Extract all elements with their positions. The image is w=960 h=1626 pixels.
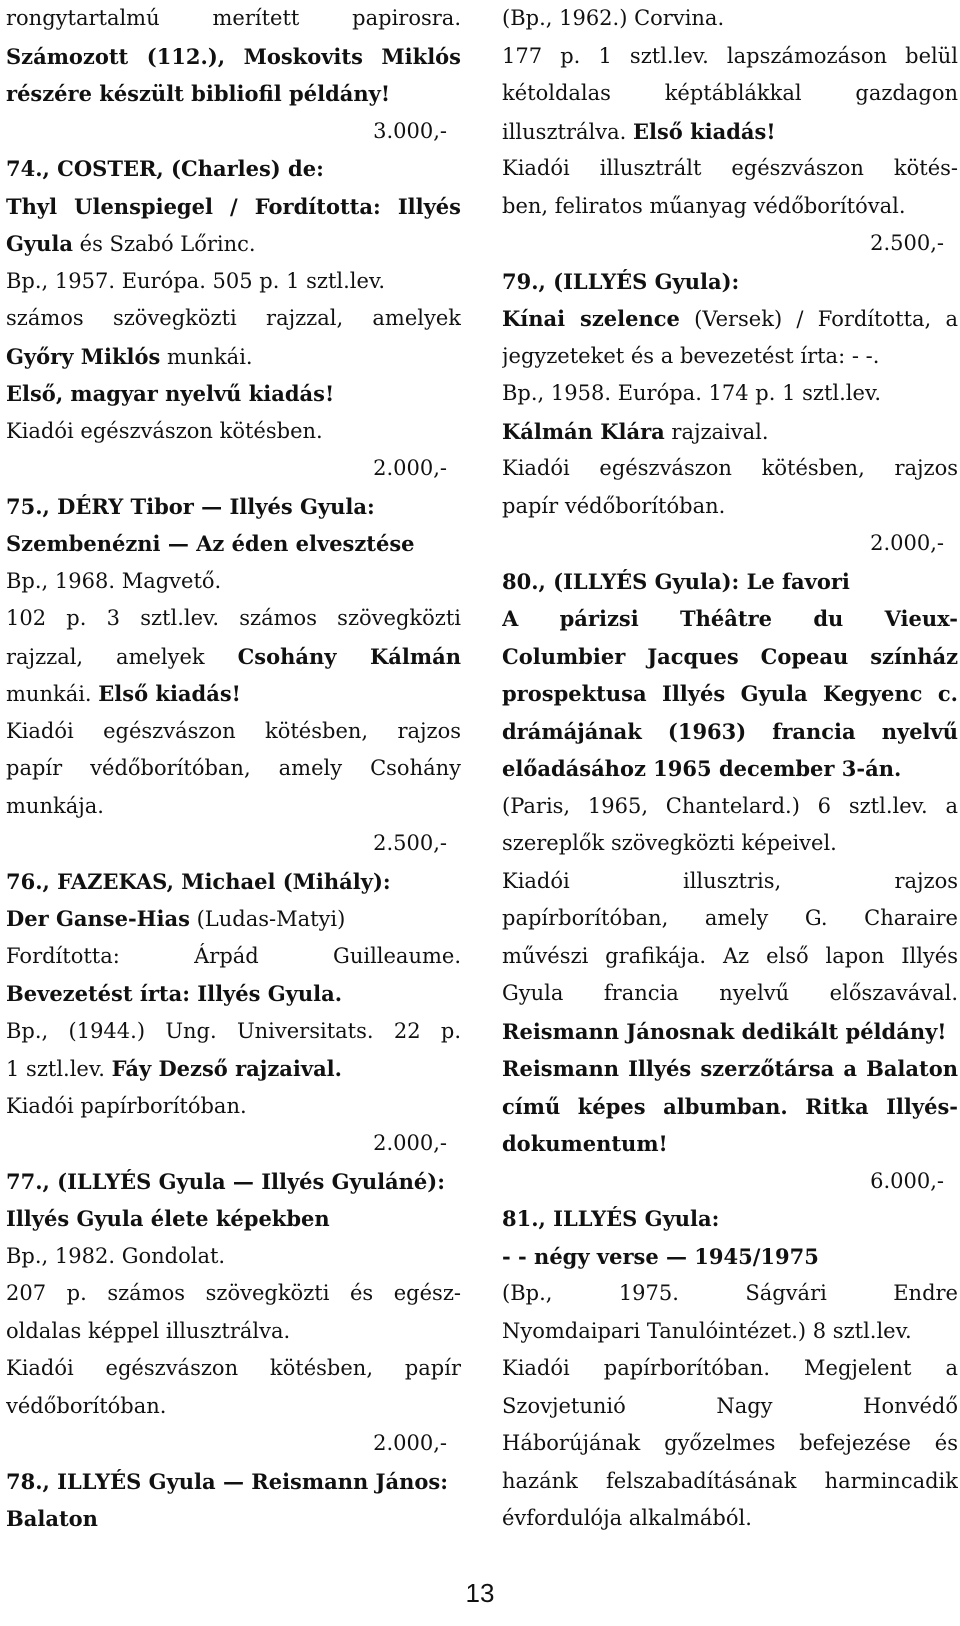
text-line — [6, 488, 461, 526]
price-line — [6, 1125, 461, 1163]
text-run: 3.000,- — [373, 118, 447, 143]
text-run: Szembenézni — Az éden elvesztése — [6, 531, 415, 556]
text-run: Kiadói egészvászon kötésben, rajzos — [502, 456, 958, 480]
text-line — [502, 0, 958, 38]
text-run: munkái. — [160, 344, 253, 369]
text-run: 78. — [6, 1468, 43, 1494]
text-line — [502, 563, 958, 601]
text-run: részére készült bibliofil példány! — [6, 81, 391, 106]
text-line — [6, 1238, 461, 1276]
text-line — [502, 300, 958, 338]
text-line — [6, 788, 461, 826]
text-run: évfordulója alkalmából. — [502, 1506, 752, 1530]
text-run: Kiadói egészvászon kötésben. — [6, 418, 323, 443]
text-line — [6, 1350, 461, 1388]
text-line — [502, 263, 958, 301]
right-column — [502, 0, 958, 1538]
text-run: Kiadói papírborítóban. Megjelent a — [502, 1356, 958, 1380]
price-line — [6, 450, 461, 488]
text-run: kétoldalas képtáblákkal gazdagon — [502, 81, 958, 105]
text-run: Reismann Illyés szerzőtársa a Balaton — [502, 1056, 958, 1081]
text-run: 2.500,- — [870, 231, 944, 255]
text-line — [502, 1125, 958, 1163]
text-run: Háborújának győzelmes befejezése és — [502, 1431, 958, 1455]
text-line — [6, 1050, 461, 1088]
text-run: előadásához 1965 december 3-án. — [502, 756, 902, 781]
text-run: (Versek) / Fordította, a — [679, 307, 958, 331]
text-run: 102 p. 3 sztl.lev. számos szövegközti — [6, 606, 461, 630]
text-run: 76. — [6, 868, 43, 894]
text-run: rajzzal, amelyek — [6, 644, 238, 669]
price-line — [502, 1163, 958, 1201]
text-run: Kálmán Klára — [502, 418, 665, 444]
text-line — [502, 1200, 958, 1238]
text-run: Gyula francia nyelvű előszavával. — [502, 981, 958, 1005]
text-run: számos szövegközti rajzzal, amelyek — [6, 306, 461, 330]
text-run: Kiadói illusztrált egészvászon kötés- — [502, 156, 958, 180]
price-line — [6, 113, 461, 151]
text-run: Győry Miklós — [6, 343, 161, 369]
text-line — [502, 1388, 958, 1426]
text-line — [502, 413, 958, 451]
text-run: drámájának (1963) francia nyelvű — [502, 718, 958, 744]
text-run: Bp., 1958. Európa. 174 p. 1 sztl.lev. — [502, 381, 881, 405]
text-line — [6, 1200, 461, 1238]
price-line — [6, 1425, 461, 1463]
text-line — [6, 563, 461, 601]
text-line — [6, 188, 461, 226]
text-run: Első, magyar nyelvű kiadás! — [6, 381, 335, 406]
text-run: 177 p. 1 sztl.lev. lapszámozáson belül — [502, 43, 958, 68]
text-run: című képes albumban. Ritka Illyés- — [502, 1093, 958, 1119]
text-run: művészi grafikája. Az első lapon Illyés — [502, 943, 958, 968]
text-run: Bp., 1982. Gondolat. — [6, 1243, 226, 1268]
text-line — [6, 600, 461, 638]
text-run: Kiadói illusztris, rajzos — [502, 868, 958, 893]
text-run: illusztrálva. — [502, 119, 633, 144]
text-line — [502, 75, 958, 113]
page-number: 13 — [465, 1578, 495, 1608]
text-run: Bp., 1957. Európa. 505 p. 1 sztl.lev. — [6, 268, 385, 293]
text-run: Bp., (1944.) Ung. Universitats. 22 p. — [6, 1018, 461, 1043]
text-run: , ILLYÉS Gyula: — [538, 1206, 720, 1231]
text-line — [502, 600, 958, 638]
text-run: jegyzeteket és a bevezetést írta: - -. — [502, 343, 880, 368]
text-run: Kínai szelence — [502, 306, 680, 331]
text-line — [502, 338, 958, 376]
text-line — [502, 375, 958, 413]
text-line — [502, 1013, 958, 1051]
text-run: 2.000,- — [373, 456, 447, 480]
text-line — [502, 825, 958, 863]
text-line — [502, 713, 958, 751]
text-run: Kiadói egészvászon kötésben, papír — [6, 1356, 461, 1380]
text-line — [502, 1275, 958, 1313]
text-run: Fáy Dezső rajzaival. — [111, 1056, 342, 1081]
text-run: Bp., 1968. Magvető. — [6, 568, 222, 593]
left-column — [6, 0, 461, 1538]
text-run: 2.000,- — [373, 1131, 447, 1155]
text-line — [502, 975, 958, 1013]
text-line — [502, 188, 958, 226]
text-run: 80. — [502, 568, 539, 594]
text-line — [502, 38, 958, 76]
text-run: Nyomdaipari Tanulóintézet.) 8 sztl.lev. — [502, 1318, 912, 1343]
text-line — [502, 1088, 958, 1126]
text-line — [502, 750, 958, 788]
text-run: rongytartalmú merített papirosra. — [6, 6, 461, 30]
text-line — [502, 1350, 958, 1388]
text-run: 207 p. számos szövegközti és egész- — [6, 1281, 461, 1305]
text-run: Reismann Jánosnak dedikált példány! — [502, 1018, 947, 1044]
text-line — [6, 1013, 461, 1051]
text-line — [502, 1425, 958, 1463]
text-line — [6, 1500, 461, 1538]
text-line — [6, 638, 461, 676]
text-line — [502, 1463, 958, 1501]
text-run: 79. — [502, 268, 539, 294]
text-run: 1 sztl.lev. — [6, 1057, 112, 1081]
text-run: A párizsi Théâtre du Vieux- — [502, 606, 958, 631]
text-line — [6, 75, 461, 113]
text-run: Bevezetést írta: Illyés Gyula. — [6, 981, 343, 1006]
text-line — [502, 638, 958, 676]
price-line — [502, 525, 958, 563]
text-line — [502, 938, 958, 976]
text-run: munkái. — [6, 682, 99, 706]
text-run: , ILLYÉS Gyula — Reismann János: — [42, 1468, 448, 1494]
text-run: papírborítóban, amely G. Charaire — [502, 906, 958, 930]
text-run: (Ludas-Matyi) — [189, 907, 346, 931]
text-run: , (ILLYÉS Gyula — Illyés Gyuláné): — [42, 1168, 445, 1194]
text-run: Számozott (112.), Moskovits Miklós — [6, 43, 461, 69]
text-run: 74. — [6, 156, 43, 181]
text-line — [502, 675, 958, 713]
text-line — [6, 375, 461, 413]
text-run: - - négy verse — 1945/1975 — [502, 1243, 819, 1269]
text-run: Balaton — [6, 1506, 98, 1531]
text-line — [6, 863, 461, 901]
text-line — [6, 525, 461, 563]
text-run: , (ILLYÉS Gyula): — [538, 268, 740, 294]
text-run: prospektusa Illyés Gyula Kegyenc c. — [502, 681, 958, 706]
text-line — [6, 1275, 461, 1313]
text-run: 2.000,- — [870, 531, 944, 555]
text-run: , (ILLYÉS Gyula): Le favori — [538, 568, 850, 594]
text-line — [6, 975, 461, 1013]
text-line — [6, 263, 461, 301]
price-line — [6, 825, 461, 863]
text-line — [6, 413, 461, 451]
text-line — [502, 863, 958, 901]
text-run: 77. — [6, 1168, 43, 1194]
text-line — [6, 0, 461, 38]
text-line — [6, 750, 461, 788]
text-run: , FAZEKAS, Michael (Mihály): — [42, 868, 391, 894]
text-line — [6, 1163, 461, 1201]
text-run: (Bp., 1975. Ságvári Endre — [502, 1281, 958, 1305]
text-run: védőborítóban. — [6, 1393, 167, 1418]
text-line — [6, 1463, 461, 1501]
text-run: (Paris, 1965, Chantelard.) 6 sztl.lev. a — [502, 793, 958, 818]
text-run: Kiadói papírborítóban. — [6, 1093, 247, 1118]
text-run: Gyula — [6, 231, 73, 256]
text-line — [502, 150, 958, 188]
text-line — [502, 1313, 958, 1351]
price-line — [502, 225, 958, 263]
text-line — [6, 900, 461, 938]
text-run: 81. — [502, 1206, 539, 1231]
text-run: papír védőborítóban, amely Csohány — [6, 756, 461, 780]
text-line — [6, 938, 461, 976]
text-line — [6, 1088, 461, 1126]
text-run: dokumentum! — [502, 1131, 668, 1156]
text-line — [6, 713, 461, 751]
text-run: 2.000,- — [373, 1431, 447, 1455]
text-line — [502, 1238, 958, 1276]
text-run: 2.500,- — [373, 831, 447, 855]
text-line — [6, 300, 461, 338]
text-run: Kiadói egészvászon kötésben, rajzos — [6, 718, 461, 743]
text-line — [502, 450, 958, 488]
text-run: Első kiadás! — [98, 681, 241, 706]
text-run: papír védőborítóban. — [502, 493, 726, 518]
text-run: , COSTER, (Charles) de: — [42, 156, 324, 181]
text-line — [502, 788, 958, 826]
text-run: rajzaival. — [664, 419, 769, 444]
text-run: Első kiadás! — [632, 118, 776, 144]
text-run: Columbier Jacques Copeau színház — [502, 643, 958, 669]
text-run: és Szabó Lőrinc. — [73, 232, 256, 256]
text-line — [6, 225, 461, 263]
text-run: Der Ganse-Hias — [6, 906, 190, 931]
text-line — [6, 675, 461, 713]
text-run: , DÉRY Tibor — Illyés Gyula: — [42, 493, 375, 519]
text-run: (Bp., 1962.) Corvina. — [502, 6, 725, 30]
text-line — [502, 488, 958, 526]
text-run: Fordította: Árpád Guilleaume. — [6, 943, 461, 968]
text-line — [502, 113, 958, 151]
text-run: munkája. — [6, 793, 104, 818]
text-run: Illyés Gyula élete képekben — [6, 1206, 330, 1231]
text-run: szereplők szövegközti képeivel. — [502, 831, 837, 855]
text-run: ben, feliratos műanyag védőborítóval. — [502, 193, 906, 218]
text-run: Szovjetunió Nagy Honvédő — [502, 1393, 958, 1418]
text-line — [502, 1500, 958, 1538]
text-run: Csohány Kálmán — [237, 643, 461, 669]
text-line — [6, 338, 461, 376]
text-line — [502, 1050, 958, 1088]
text-line — [6, 150, 461, 188]
text-run: Thyl Ulenspiegel / Fordította: Illyés — [6, 193, 461, 219]
text-line — [6, 38, 461, 76]
text-run: hazánk felszabadításának harmincadik — [502, 1468, 958, 1493]
text-run: oldalas képpel illusztrálva. — [6, 1318, 291, 1343]
text-line — [6, 1388, 461, 1426]
text-run: 75. — [6, 493, 43, 519]
text-line — [502, 900, 958, 938]
text-line — [6, 1313, 461, 1351]
text-run: 6.000,- — [870, 1168, 944, 1193]
